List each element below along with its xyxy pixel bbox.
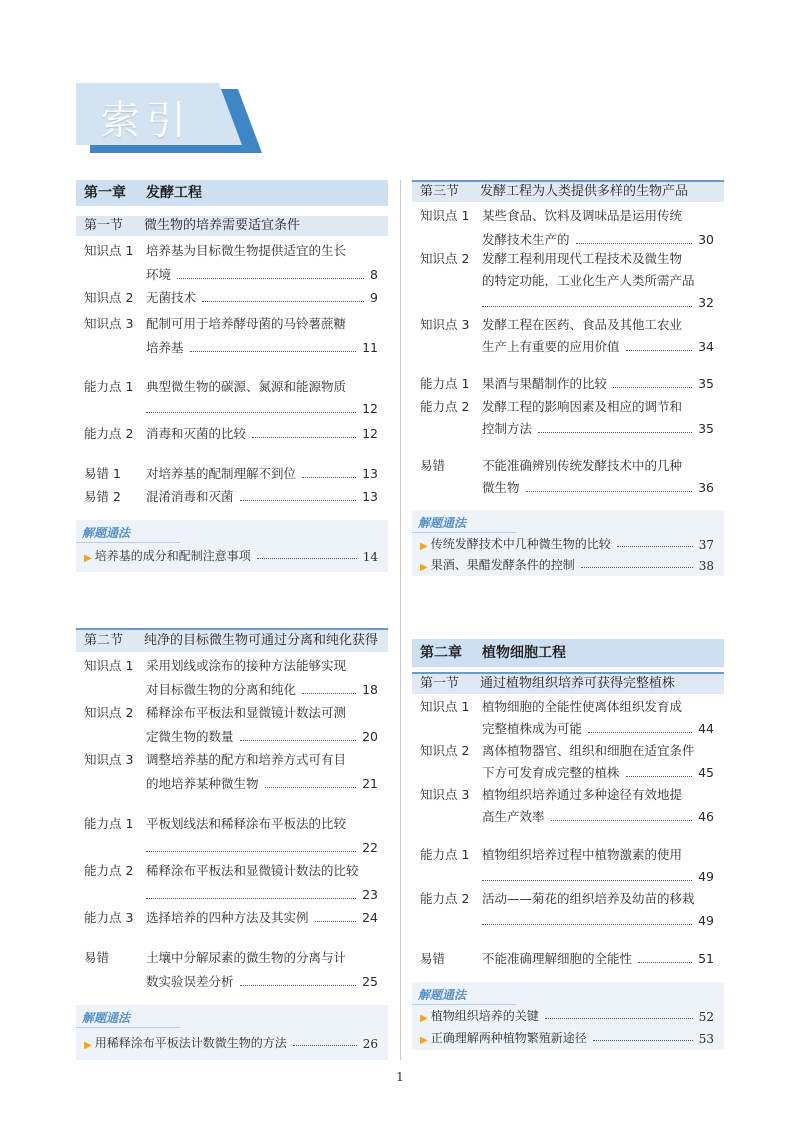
section-title: 发酵工程为人类提供多样的生物产品 xyxy=(480,184,689,199)
entry-page: 45 xyxy=(698,765,714,780)
entry-text: 对目标微生物的分离和纯化 xyxy=(146,682,297,697)
entry-text: 发酵工程利用现代工程技术及微生物 xyxy=(482,251,683,266)
entry-page: 23 xyxy=(362,887,378,902)
entry-label: 知识点 3 xyxy=(420,787,470,802)
entry-page: 49 xyxy=(698,869,714,884)
entry-label: 能力点 1 xyxy=(420,376,470,391)
entry-text: 混淆消毒和灭菌 xyxy=(146,489,234,504)
entry-text: 的地培养某种微生物 xyxy=(146,776,259,791)
entry-label: 能力点 2 xyxy=(420,891,470,906)
entry-text: 平板划线法和稀释涂布平板法的比较 xyxy=(146,816,347,831)
entry-page: 20 xyxy=(362,729,378,744)
section-title: 纯净的目标微生物可通过分离和纯化获得 xyxy=(144,633,379,648)
entry-text: 定微生物的数量 xyxy=(146,729,234,744)
entry-text: 消毒和灭菌的比较 xyxy=(146,426,247,441)
entry-page: 32 xyxy=(698,295,714,310)
index-title-banner xyxy=(76,83,256,151)
entry-text: 典型微生物的碳源、氮源和能源物质 xyxy=(146,379,347,394)
method-item[interactable] xyxy=(420,555,714,573)
problem-solving-box xyxy=(412,982,724,1050)
section-title: 微生物的培养需要适宜条件 xyxy=(144,218,301,233)
section-label: 第一节 xyxy=(420,676,460,691)
entry-page: 35 xyxy=(698,421,714,436)
entry-label: 知识点 1 xyxy=(84,243,134,258)
entry-label: 能力点 2 xyxy=(84,863,134,878)
entry-text: 生产上有重要的应用价值 xyxy=(482,339,620,354)
entry-text: 某些食品、饮料及调味品是运用传统 xyxy=(482,208,683,223)
problem-solving-box xyxy=(76,1005,388,1060)
entry-text: 选择培养的四种方法及其实例 xyxy=(146,910,309,925)
entry-page: 13 xyxy=(362,489,378,504)
entry-text: 发酵工程的影响因素及相应的调节和 xyxy=(482,399,683,414)
entry-page: 51 xyxy=(698,951,714,966)
entry-page: 21 xyxy=(362,776,378,791)
chapter-1-heading xyxy=(76,180,388,206)
entry-text: 活动——菊花的组织培养及幼苗的移栽 xyxy=(482,891,695,906)
method-item[interactable] xyxy=(420,1006,714,1024)
entry-text: 调整培养基的配方和培养方式可有目 xyxy=(146,752,347,767)
entry-label: 易错 2 xyxy=(84,489,121,504)
entry-text: 植物组织培养过程中植物激素的使用 xyxy=(482,847,683,862)
entry-label: 知识点 3 xyxy=(84,752,134,767)
page-title: 索引 xyxy=(100,98,192,144)
entry-text: 离体植物器官、组织和细胞在适宜条件 xyxy=(482,743,695,758)
entry-text: 配制可用于培养酵母菌的马铃薯蔗糖 xyxy=(146,316,347,331)
entry-label: 知识点 3 xyxy=(84,316,134,331)
method-text: 用稀释涂布平板法计数微生物的方法 xyxy=(94,1036,287,1050)
entry-text: 稀释涂布平板法和显微镜计数法的比较 xyxy=(146,863,359,878)
entry-page: 25 xyxy=(362,974,378,989)
entry-page: 9 xyxy=(370,290,378,305)
entry-text: 不能准确辨别传统发酵技术中的几种 xyxy=(482,458,683,473)
entry-text: 发酵技术生产的 xyxy=(482,232,570,247)
problem-solving-box xyxy=(76,520,388,572)
section-2-heading xyxy=(76,628,388,652)
entry-text: 微生物 xyxy=(482,480,520,495)
entry-text: 培养基为目标微生物提供适宜的生长 xyxy=(146,243,347,258)
method-item[interactable] xyxy=(420,534,714,552)
method-item[interactable] xyxy=(420,1028,714,1046)
section-4-heading xyxy=(412,672,724,694)
section-3-heading xyxy=(412,180,724,202)
entry-text: 数实验误差分析 xyxy=(146,974,234,989)
entry-label: 知识点 1 xyxy=(420,208,470,223)
triangle-arrow-icon: ▶ xyxy=(420,1035,428,1046)
entry-text: 发酵工程在医药、食品及其他工农业 xyxy=(482,317,683,332)
section-label: 第三节 xyxy=(420,184,460,199)
entry-text: 不能准确理解细胞的全能性 xyxy=(482,951,633,966)
entry-text: 植物组织培养通过多种途径有效地提 xyxy=(482,787,683,802)
entry-page: 36 xyxy=(698,480,714,495)
triangle-arrow-icon: ▶ xyxy=(84,553,92,564)
entry-page: 13 xyxy=(362,466,378,481)
column-divider xyxy=(400,180,401,1060)
triangle-arrow-icon: ▶ xyxy=(420,562,428,573)
entry-text: 培养基 xyxy=(146,340,184,355)
entry-label: 知识点 1 xyxy=(84,658,134,673)
chapter-label: 第二章 xyxy=(420,645,462,661)
entry-label: 易错 xyxy=(420,458,446,473)
method-page: 38 xyxy=(698,559,714,573)
method-page: 26 xyxy=(362,1037,378,1051)
entry-text: 环境 xyxy=(146,267,172,282)
entry-label: 知识点 2 xyxy=(84,290,134,305)
entry-label: 易错 1 xyxy=(84,466,121,481)
method-item[interactable] xyxy=(84,546,378,564)
method-tag: 解题通法 xyxy=(418,988,467,1002)
entry-page: 44 xyxy=(698,721,714,736)
method-text: 果酒、果醋发酵条件的控制 xyxy=(430,558,575,572)
entry-label: 知识点 3 xyxy=(420,317,470,332)
entry-page: 30 xyxy=(698,232,714,247)
entry-text: 稀释涂布平板法和显微镜计数法可测 xyxy=(146,705,347,720)
entry-label: 能力点 2 xyxy=(84,426,134,441)
entry-page: 34 xyxy=(698,339,714,354)
entry-label: 能力点 1 xyxy=(84,816,134,831)
method-page: 37 xyxy=(698,538,714,552)
section-label: 第一节 xyxy=(84,218,124,233)
method-tag: 解题通法 xyxy=(82,526,131,540)
entry-label: 能力点 1 xyxy=(84,379,134,394)
entry-text: 下方可发育成完整的植株 xyxy=(482,765,620,780)
entry-label: 能力点 3 xyxy=(84,910,134,925)
entry-page: 18 xyxy=(362,682,378,697)
triangle-arrow-icon: ▶ xyxy=(84,1040,92,1051)
method-tag: 解题通法 xyxy=(82,1011,131,1025)
triangle-arrow-icon: ▶ xyxy=(420,541,428,552)
page-number: 1 xyxy=(396,1070,404,1084)
chapter-label: 第一章 xyxy=(84,185,126,201)
entry-text: 无菌技术 xyxy=(146,290,197,305)
entry-label: 能力点 1 xyxy=(420,847,470,862)
entry-text: 果酒与果醋制作的比较 xyxy=(482,376,608,391)
entry-label: 知识点 2 xyxy=(420,251,470,266)
entry-page: 24 xyxy=(362,910,378,925)
entry-page: 11 xyxy=(362,340,378,355)
section-title: 通过植物组织培养可获得完整植株 xyxy=(480,676,676,691)
entry-text: 的特定功能，工业化生产人类所需产品 xyxy=(482,273,695,288)
entry-label: 能力点 2 xyxy=(420,399,470,414)
section-label: 第二节 xyxy=(84,633,124,648)
section-1-heading xyxy=(76,216,388,236)
entry-page: 22 xyxy=(362,840,378,855)
chapter-title: 植物细胞工程 xyxy=(482,645,566,661)
triangle-arrow-icon: ▶ xyxy=(420,1013,428,1024)
method-page: 14 xyxy=(362,550,378,564)
method-tag: 解题通法 xyxy=(418,516,467,530)
entry-label: 知识点 2 xyxy=(420,743,470,758)
entry-label: 易错 xyxy=(84,950,110,965)
entry-page: 12 xyxy=(362,401,378,416)
method-text: 植物组织培养的关键 xyxy=(430,1009,539,1023)
problem-solving-box xyxy=(412,510,724,576)
method-page: 52 xyxy=(698,1010,714,1024)
entry-text: 植物细胞的全能性使离体组织发育成 xyxy=(482,699,683,714)
entry-label: 知识点 2 xyxy=(84,705,134,720)
entry-text: 高生产效率 xyxy=(482,809,545,824)
entry-page: 35 xyxy=(698,376,714,391)
entry-text: 采用划线或涂布的接种方法能够实现 xyxy=(146,658,347,673)
entry-label: 知识点 1 xyxy=(420,699,470,714)
entry-page: 8 xyxy=(370,267,378,282)
method-text: 传统发酵技术中几种微生物的比较 xyxy=(430,537,611,551)
entry-text: 完整植株成为可能 xyxy=(482,721,583,736)
method-text: 正确理解两种植物繁殖新途径 xyxy=(430,1031,587,1045)
entry-label: 易错 xyxy=(420,951,446,966)
entry-text: 控制方法 xyxy=(482,421,533,436)
entry-page: 49 xyxy=(698,913,714,928)
entry-page: 46 xyxy=(698,809,714,824)
method-text: 培养基的成分和配制注意事项 xyxy=(94,549,251,563)
method-page: 53 xyxy=(698,1032,714,1046)
entry-page: 12 xyxy=(362,426,378,441)
entry-text: 土壤中分解尿素的微生物的分离与计 xyxy=(146,950,347,965)
method-item[interactable] xyxy=(84,1033,378,1051)
entry-text: 对培养基的配制理解不到位 xyxy=(146,466,297,481)
chapter-2-heading xyxy=(412,639,724,667)
chapter-title: 发酵工程 xyxy=(146,185,202,201)
